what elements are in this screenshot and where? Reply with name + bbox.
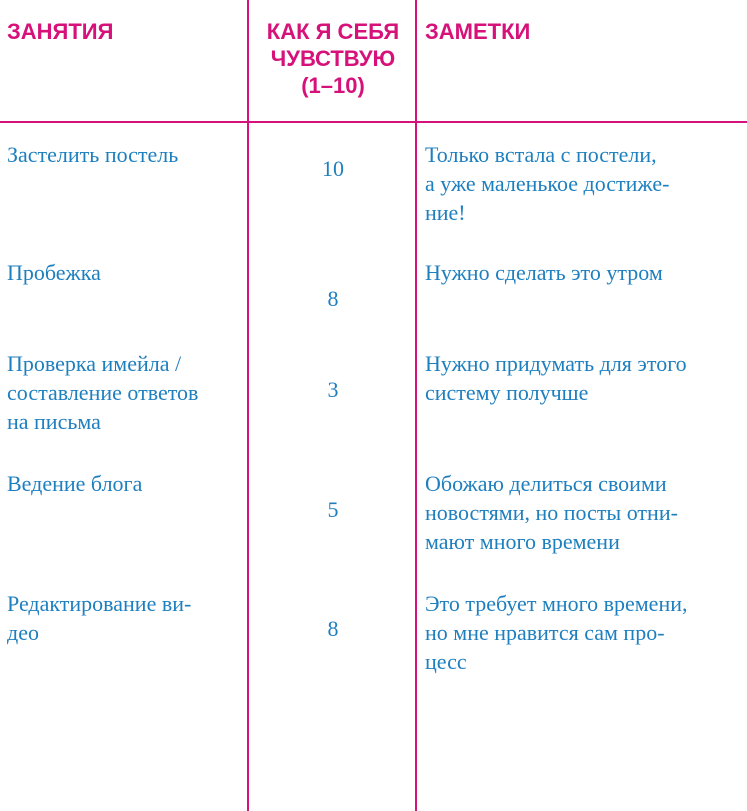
- activity-cell: Пробежка: [7, 260, 101, 285]
- score-cell: 3: [327, 377, 339, 402]
- notes-cell: Нужно сделать это утром: [425, 260, 663, 285]
- header-feel-score: КАК Я СЕБЯ ЧУВСТВУЮ (1–10): [266, 19, 400, 98]
- header-activity: ЗАНЯТИЯ: [7, 19, 114, 44]
- activity-cell: Редактирование ви- део: [7, 591, 192, 645]
- header-notes: ЗАМЕТКИ: [425, 19, 531, 44]
- score-cell: 8: [327, 616, 339, 641]
- activity-cell: Застелить постель: [7, 142, 179, 167]
- activity-cell: Ведение блога: [7, 471, 143, 496]
- activity-cell: Проверка имейла / составление ответов на письма: [7, 351, 199, 434]
- notes-cell: Только встала с постели, а уже маленькое достиже- ние!: [425, 142, 670, 225]
- score-cell: 8: [327, 286, 339, 311]
- header-divider: [0, 121, 747, 123]
- score-cell: 10: [322, 156, 344, 181]
- score-cell: 5: [327, 497, 339, 522]
- notes-cell: Обожаю делиться своими новостями, но посты отни- мают много времени: [425, 471, 678, 554]
- notes-cell: Это требует много времени, но мне нравится сам про- цесс: [425, 591, 688, 674]
- notes-cell: Нужно придумать для этого систему получше: [425, 351, 687, 405]
